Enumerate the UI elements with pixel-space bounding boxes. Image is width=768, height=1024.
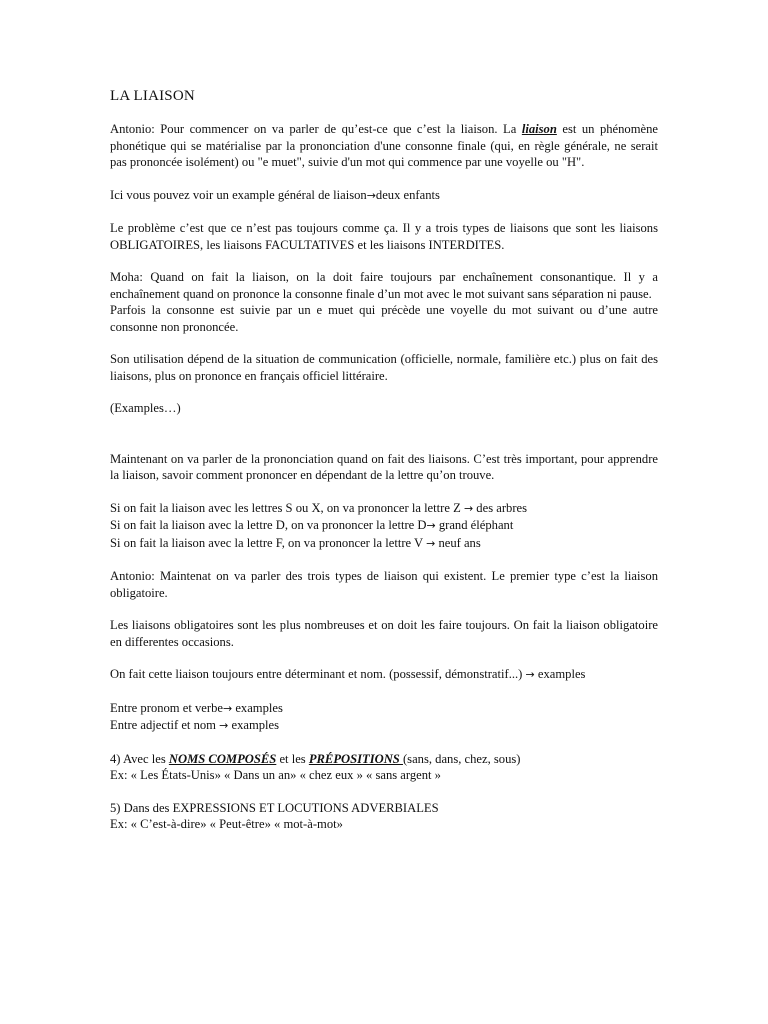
text: examples bbox=[537, 667, 586, 681]
emphasis-noms-composes: NOMS COMPOSÉS bbox=[168, 751, 277, 766]
text: On fait cette liaison toujours entre déterminant et nom. (possessif, démonstratif...) bbox=[110, 667, 526, 681]
emphasis-prepositions: PRÉPOSITIONS bbox=[308, 751, 403, 766]
text: examples bbox=[228, 718, 280, 732]
text: Entre adjectif et nom bbox=[110, 718, 220, 732]
line-pronom-verbe bbox=[110, 700, 658, 718]
text: Si on fait la liaison avec les lettres S ou X, on va prononcer la lettre Z bbox=[110, 500, 464, 515]
paragraph-pronunciation: Maintenant on va parler de la prononciation quand on fait des liaisons. C’est très important, pour apprendre la liaison, savoir comment prononcer en dépendant de la lettre qu’on trouve. bbox=[110, 451, 658, 482]
paragraph-noms-composes bbox=[110, 751, 658, 784]
arrow-icon: → bbox=[219, 719, 229, 732]
arrow-icon: → bbox=[366, 188, 376, 202]
line-d bbox=[110, 517, 658, 535]
paragraph-examples-placeholder: (Examples…) bbox=[110, 401, 181, 415]
paragraph-types: Le problème c’est que ce n’est pas toujours comme ça. Il y a trois types de liaisons que sont les liaisons OBLIGATOIRES, les liaisons FACULTATIVES et les liaisons INTERDITES. bbox=[110, 221, 658, 252]
line-f bbox=[110, 535, 658, 553]
line-examples-expressions: Ex: « C’est-à-dire» « Peut-être» « mot-à-mot» bbox=[110, 817, 343, 831]
text: Parfois la consonne est suivie par un e muet qui précède une voyelle du mot suivant ou d’une autre consonne non prononcée. bbox=[110, 303, 658, 334]
arrow-icon: → bbox=[463, 501, 474, 515]
paragraph-expressions bbox=[110, 800, 658, 833]
line-examples-noms: Ex: « Les États-Unis» « Dans un an» « chez eux » « sans argent » bbox=[110, 768, 441, 782]
text: Entre pronom et verbe bbox=[110, 700, 223, 715]
arrow-icon: → bbox=[525, 668, 535, 681]
spacer bbox=[110, 433, 658, 451]
paragraph-obligatoires: Les liaisons obligatoires sont les plus nombreuses et on doit les faire toujours. On fait la liaison obligatoire en differentes occasions. bbox=[110, 618, 658, 649]
paragraph-definition bbox=[110, 121, 658, 171]
arrow-icon: → bbox=[426, 536, 436, 550]
paragraph-pronom-adjectif bbox=[110, 700, 658, 735]
text: Ici vous pouvez voir un example général de liaison bbox=[110, 187, 367, 202]
text: est un phénomène phonétique qui se matérialise par la prononciation d'une consonne finale (qui, en règle générale, ne serait pas prononcée isolément) ou "e muet", suivie d'un mot qui commence par une voyelle ou "H". bbox=[110, 122, 658, 169]
paragraph-enchainement bbox=[110, 269, 658, 335]
text: Si on fait la liaison avec la lettre F, on va prononcer la lettre V bbox=[110, 535, 427, 550]
arrow-icon: → bbox=[222, 701, 233, 715]
document-title: LA LIAISON bbox=[110, 88, 195, 104]
text: des arbres bbox=[473, 500, 528, 515]
line-expressions-heading: 5) Dans des EXPRESSIONS ET LOCUTIONS ADVERBIALES bbox=[110, 800, 439, 815]
paragraph-determinant bbox=[110, 666, 658, 684]
line-s-x bbox=[110, 500, 658, 518]
text: deux enfants bbox=[375, 187, 440, 202]
text: Antonio: Pour commencer on va parler de qu’est-ce que c’est la liaison. La bbox=[110, 122, 522, 136]
text: 4) Avec les bbox=[110, 751, 169, 766]
text: examples bbox=[232, 700, 283, 715]
text: neuf ans bbox=[435, 535, 481, 550]
text: (sans, dans, chez, sous) bbox=[402, 751, 521, 766]
paragraph-example bbox=[110, 187, 658, 205]
text: grand éléphant bbox=[435, 518, 514, 532]
paragraph-letters bbox=[110, 500, 658, 553]
line-noms-prepositions bbox=[110, 751, 658, 768]
line-adjectif-nom bbox=[110, 717, 658, 735]
text: et les bbox=[276, 751, 309, 766]
paragraph-types-intro: Antonio: Maintenat on va parler des trois types de liaison qui existent. Le premier type c’est la liaison obligatoire. bbox=[110, 569, 658, 600]
text: Si on fait la liaison avec la lettre D, on va prononcer la lettre D bbox=[110, 518, 427, 532]
text: Moha: Quand on fait la liaison, on la doit faire toujours par enchaînement consonantique. Il y a enchaînement quand on prononce la consonne finale d’un mot avec le mot suivant sans séparation ni pause. bbox=[110, 270, 658, 301]
emphasis-liaison: liaison bbox=[521, 122, 557, 136]
paragraph-usage: Son utilisation dépend de la situation de communication (officielle, normale, familière etc.) plus on fait des liaisons, plus on prononce en français officiel littéraire. bbox=[110, 352, 658, 383]
arrow-icon: → bbox=[426, 519, 436, 532]
